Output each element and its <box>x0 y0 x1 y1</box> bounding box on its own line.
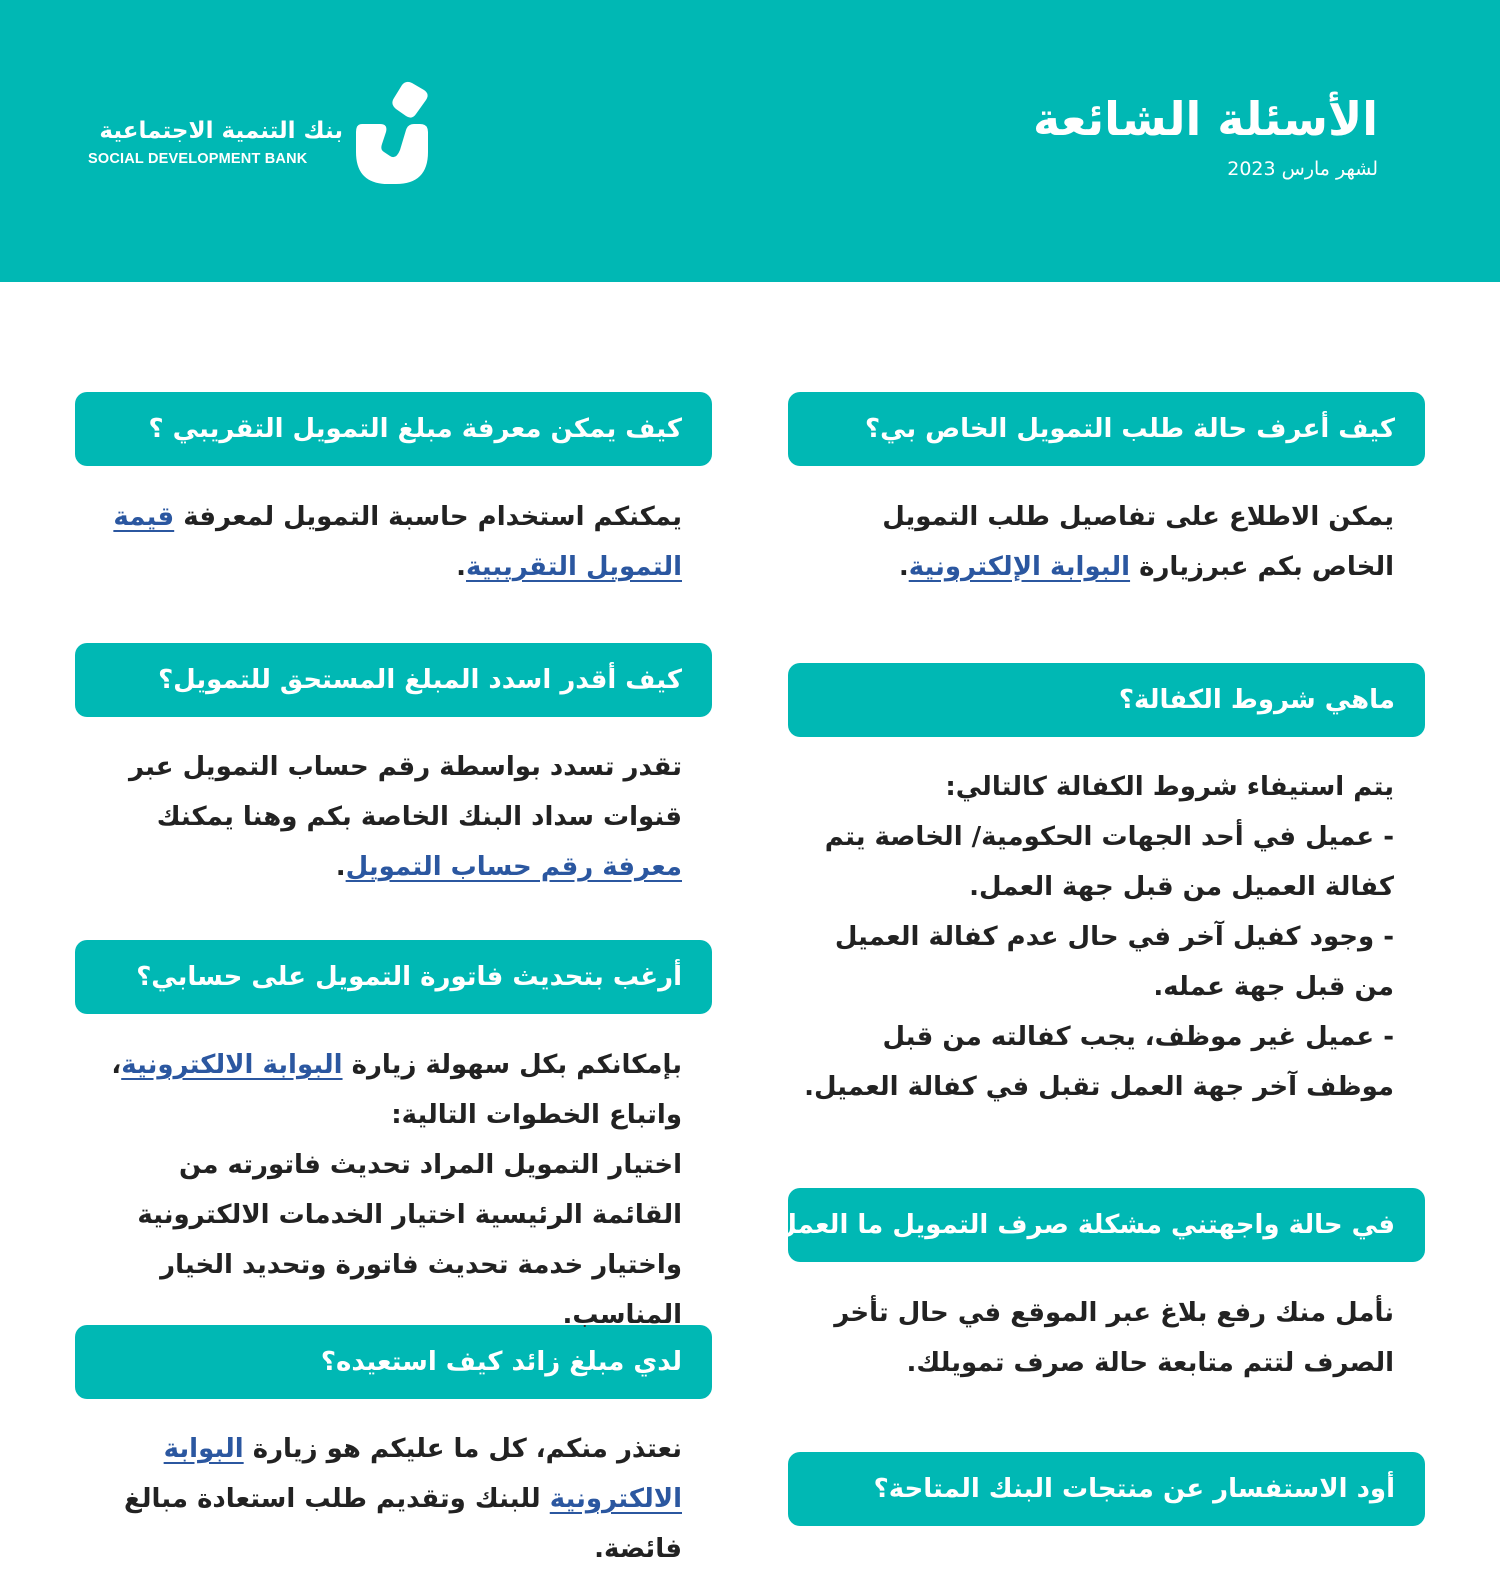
faq-question-update-invoice: أرغب بتحديث فاتورة التمويل على حسابي؟ <box>75 940 712 1014</box>
bank-logo-english-name: SOCIAL DEVELOPMENT BANK <box>88 151 308 167</box>
guarantee-condition-1: - عميل في أحد الجهات الحكومية/ الخاصة يتم كفالة العميل من قبل جهة العمل. <box>824 822 1394 902</box>
guarantee-condition-3: - عميل غير موظف، يجب كفالته من قبل موظف آخر جهة العمل تقبل في كفالة العميل. <box>804 1022 1394 1102</box>
answer-text: بإمكانكم بكل سهولة زيارة <box>342 1050 682 1080</box>
e-portal-link[interactable]: البوابة الالكترونية <box>121 1050 343 1080</box>
e-portal-link[interactable]: البوابة الإلكترونية <box>908 552 1131 582</box>
e-portal-link[interactable]: البوابة الالكترونية <box>163 1434 682 1514</box>
faq-answer-application-status <box>794 492 1394 592</box>
faq-question-excess-amount: لدي مبلغ زائد كيف استعيده؟ <box>75 1325 712 1399</box>
account-number-link[interactable]: معرفة رقم حساب التمويل <box>345 852 682 882</box>
guarantee-condition-2: - وجود كفيل آخر في حال عدم كفالة العميل من قبل جهة عمله. <box>834 922 1394 1002</box>
faq-question-application-status: كيف أعرف حالة طلب التمويل الخاص بي؟ <box>788 392 1425 466</box>
update-invoice-intro <box>92 1040 682 1140</box>
approximate-amount-link[interactable]: قيمة التمويل التقريبية <box>113 502 682 582</box>
faq-question-disbursement-problem: في حالة واجهتني مشكلة صرف التمويل ما العمل؟ <box>788 1188 1425 1262</box>
faq-question-bank-products: أود الاستفسار عن منتجات البنك المتاحة؟ <box>788 1452 1425 1526</box>
faq-question-guarantee-conditions: ماهي شروط الكفالة؟ <box>788 663 1425 737</box>
bank-logo-mark-icon <box>356 80 432 188</box>
answer-text: يمكنكم استخدام حاسبة التمويل لمعرفة <box>174 502 682 532</box>
bank-logo <box>88 80 433 188</box>
answer-text-end: . <box>898 552 909 582</box>
header-banner <box>0 0 1500 282</box>
faq-question-repayment: كيف أقدر اسدد المبلغ المستحق للتمويل؟ <box>75 643 712 717</box>
answer-text-end: . <box>456 552 467 582</box>
answer-text-end: . <box>335 852 346 882</box>
faq-answer-disbursement-problem: نأمل منك رفع بلاغ عبر الموقع في حال تأخر الصرف لتتم متابعة حالة صرف تمويلك. <box>834 1298 1394 1378</box>
faq-answer-approximate-amount <box>92 492 682 592</box>
page-subtitle: لشهر مارس 2023 <box>1227 158 1378 180</box>
faq-answer-guarantee-conditions <box>794 762 1394 1112</box>
page-title: الأسئلة الشائعة <box>1033 92 1378 146</box>
answer-text: يمكن الاطلاع على تفاصيل طلب التمويل الخاص بكم عبرزيارة <box>882 502 1394 582</box>
faq-answer-repayment <box>92 742 682 892</box>
answer-text-end: للبنك وتقديم طلب استعادة مبالغ فائضة. <box>124 1484 682 1564</box>
answer-text: نعتذر منكم، كل ما عليكم هو زيارة <box>243 1434 682 1464</box>
bank-logo-arabic-name: بنك التنمية الاجتماعية <box>99 118 343 144</box>
update-invoice-steps: اختيار التمويل المراد تحديث فاتورته من القائمة الرئيسية اختيار الخدمات الالكترونية واختيار خدمة تحديث فاتورة وتحديد الخيار المناسب. <box>137 1150 682 1330</box>
faq-answer-update-invoice <box>92 1040 682 1340</box>
answer-text: تقدر تسدد بواسطة رقم حساب التمويل عبر قنوات سداد البنك الخاصة بكم وهنا يمكنك <box>129 752 682 832</box>
answer-text-end: ، واتباع الخطوات التالية: <box>111 1050 682 1130</box>
faq-answer-excess-amount <box>92 1424 682 1574</box>
guarantee-intro: يتم استيفاء شروط الكفالة كالتالي: <box>945 772 1394 802</box>
faq-question-approximate-amount: كيف يمكن معرفة مبلغ التمويل التقريبي ؟ <box>75 392 712 466</box>
